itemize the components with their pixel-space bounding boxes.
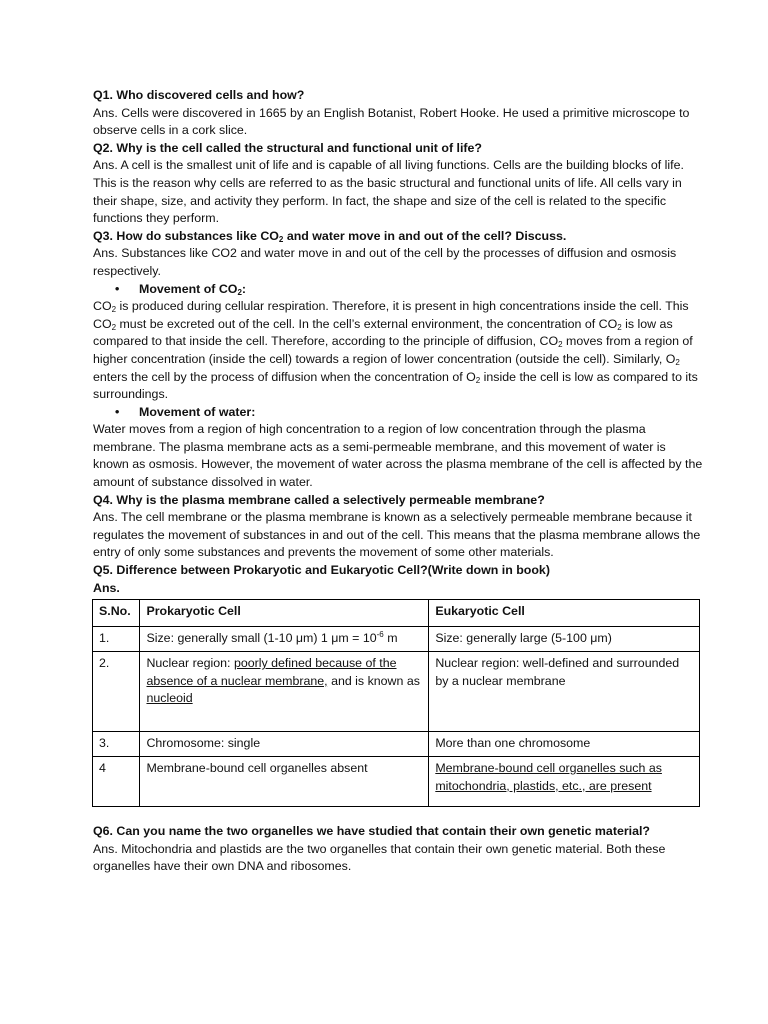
cell-prokaryotic: Nuclear region: poorly defined because of the absence of a nuclear membrane, and is known as nucleoid [140, 652, 429, 732]
q4-question: Q4. Why is the plasma membrane called a selectively permeable membrane? [93, 492, 545, 507]
q2-question: Q2. Why is the cell called the structural and functional unit of life? [93, 140, 482, 155]
q5-ans-label: Ans. [93, 580, 120, 595]
co2-paragraph: $CO_2$ is produced during cellular respiration. Therefore, it is present in high concentrations inside the cell. This $CO_2$ must be excreted out of the cell. In the cell’s external environment, the concentration of $CO_2$ is low as compared to that inside the cell. Therefore, according to the principle of diffusion, $CO_2$ moves from a region of higher concentration (inside the cell) towards a region of lower concentration (outside the cell). Similarly, $O_2$ enters the cell by the process of diffusion when the concentration of $O_2$ inside the cell is low as compared to its surroundings. [93, 299, 698, 402]
bullet-icon: • [115, 281, 120, 296]
q1-question: Q1. Who discovered cells and how? [93, 88, 305, 102]
header-prokaryotic: Prokaryotic Cell [140, 600, 429, 627]
header-eukaryotic: Eukaryotic Cell [429, 600, 700, 627]
table-row [93, 627, 700, 652]
table-row [93, 652, 700, 732]
q6-answer: Ans. Mitochondria and plastids are the two organelles that contain their own genetic material. Both these organelles have their own DNA and ribosomes. [93, 841, 666, 874]
table-header-row [93, 600, 700, 627]
cell-eukaryotic: Size: generally large (5-100 μm) [429, 627, 700, 652]
cell-sno: 2. [93, 652, 140, 732]
q6-question: Q6. Can you name the two organelles we have studied that contain their own genetic material? [93, 824, 651, 839]
cell-eukaryotic: Nuclear region: well-defined and surrounded by a nuclear membrane [429, 652, 700, 732]
spacer [93, 807, 703, 823]
cell-sno: 4 [93, 757, 140, 807]
cell-prokaryotic: Membrane-bound cell organelles absent [140, 757, 429, 807]
document-content [93, 87, 703, 876]
cell-prokaryotic: Size: generally small (1-10 μm) 1 $\mu m = 10^{-6}$ m [140, 627, 429, 652]
bullet-movement-water: • Movement of water: [93, 404, 703, 422]
q2-answer: Ans. A cell is the smallest unit of life and is capable of all living functions. Cells are the building blocks of life. This is the reason why cells are referred to as the basic structural and functional units of life. All cells vary in their shape, size, and activity they perform. In fact, the shape and size of the cell is related to the specific functions they perform. [93, 158, 684, 226]
bullet-movement-co2: • Movement of $CO_2$: [115, 281, 247, 297]
bullet-icon: • [115, 404, 120, 419]
cell-eukaryotic: More than one chromosome [429, 732, 700, 757]
table-row [93, 732, 700, 757]
water-paragraph: Water moves from a region of high concentration to a region of low concentration through the plasma membrane. The plasma membrane acts as a semi-permeable membrane, and this movement of water is known as osmosis. However, the movement of water across the plasma membrane of the cell is affected by the amount of substance dissolved in water. [93, 422, 703, 490]
q4-answer: Ans. The cell membrane or the plasma membrane is known as a selectively permeable membrane because it regulates the movement of substances in and out of the cell. This means that the plasma membrane allows the entry of only some substances and prevents the movement of some other materials. [93, 510, 701, 560]
comparison-table [92, 599, 700, 807]
cell-sno: 3. [93, 732, 140, 757]
q3-question: Q3. How do substances like $CO_2$ and water move in and out of the cell? Discuss. [93, 228, 567, 244]
cell-sno: 1. [93, 627, 140, 652]
q3-answer: Ans. Substances like CO2 and water move in and out of the cell by the processes of diffusion and osmosis respectively. [93, 246, 677, 278]
q5-question: Q5. Difference between Prokaryotic and Eukaryotic Cell?(Write down in book) [93, 563, 550, 578]
q1-answer: Ans. Cells were discovered in 1665 by an English Botanist, Robert Hooke. He used a primitive microscope to observe cells in a cork slice. [93, 105, 690, 138]
header-sno: S.No. [93, 600, 140, 627]
cell-eukaryotic: Membrane-bound cell organelles such as mitochondria, plastids, etc., are present [429, 757, 700, 807]
cell-prokaryotic: Chromosome: single [140, 732, 429, 757]
table-row [93, 757, 700, 807]
